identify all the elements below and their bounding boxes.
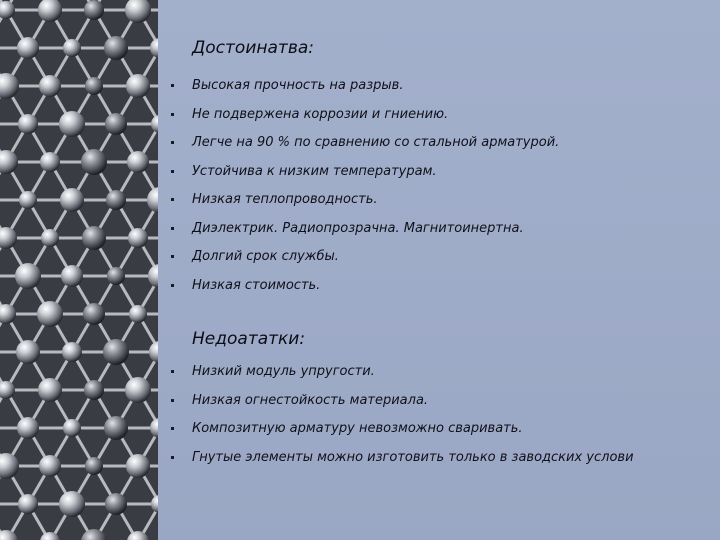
atom-ball [107, 267, 125, 285]
list-item [168, 420, 634, 449]
atom-ball [84, 380, 104, 400]
list-item-text: Композитную арматуру невозможно сваривать. [192, 421, 523, 436]
list-item [168, 134, 559, 163]
list-item [168, 163, 559, 192]
atom-ball [106, 190, 126, 210]
bullet-icon [171, 141, 174, 144]
atom-ball [62, 342, 82, 362]
list-item-text: Низкая огнестойкость материала. [192, 392, 429, 408]
list-item-text: Устойчива к низким температурам. [192, 163, 437, 179]
atom-ball [104, 416, 128, 440]
content-area [158, 0, 720, 540]
bullet-icon [171, 113, 174, 116]
bullet-icon [171, 284, 174, 287]
atom-ball [39, 75, 61, 97]
list-item-text: Не подвержена коррозии и гниению. [192, 106, 449, 122]
atom-ball [128, 228, 148, 248]
atom-ball [84, 0, 104, 20]
atom-ball [40, 152, 60, 172]
atom-ball [104, 36, 128, 60]
atom-ball [41, 229, 59, 247]
atom-ball [105, 113, 127, 135]
list-item [168, 248, 559, 277]
atom-ball [125, 377, 151, 403]
list-item [168, 363, 634, 392]
atom-ball [61, 265, 83, 287]
list-item-text: Низкая теплопроводность. [192, 192, 378, 207]
atom-ball [105, 493, 127, 515]
atom-ball [63, 419, 81, 437]
list-item [168, 277, 559, 306]
atom-ball [103, 339, 129, 365]
atom-ball [18, 494, 38, 514]
molecular-structure-graphic [0, 0, 158, 540]
list-item [168, 191, 559, 220]
atom-ball [129, 305, 147, 323]
atom-ball [63, 39, 81, 57]
atom-ball [81, 149, 107, 175]
advantages-list [168, 77, 559, 305]
molecular-structure-image [0, 0, 158, 540]
atom-ball [17, 37, 39, 59]
list-item-text: Долгий срок службы. [192, 249, 339, 264]
atom-ball [126, 74, 150, 98]
list-item [168, 392, 634, 421]
bullet-icon [171, 399, 174, 402]
bullet-icon [171, 255, 174, 258]
list-item-text: Гнутые элементы можно изготовить только в заводских услови [192, 449, 634, 465]
atom-ball [38, 378, 62, 402]
bullet-icon [171, 84, 174, 87]
list-item [168, 449, 634, 478]
bullet-icon [171, 370, 174, 373]
list-item-text: Диэлектрик. Радиопрозрачна. Магнитоинертна. [192, 220, 524, 236]
atom-ball [126, 454, 150, 478]
list-item [168, 220, 559, 249]
bullet-icon [171, 170, 174, 173]
bullet-icon [171, 456, 174, 459]
list-item [168, 77, 559, 106]
atom-ball [15, 263, 41, 289]
atom-ball [59, 491, 85, 517]
atom-ball [19, 191, 37, 209]
atom-ball [17, 417, 39, 439]
list-item [168, 106, 559, 135]
list-item-text: Низкая стоимость. [192, 277, 321, 293]
disadvantages-heading: Недоататки: [192, 329, 306, 349]
atom-ball [82, 226, 106, 250]
atom-ball [16, 340, 40, 364]
list-item-text: Высокая прочность на разрыв. [192, 78, 404, 93]
atom-ball [85, 457, 103, 475]
atom-ball [83, 303, 105, 325]
atom-ball [37, 301, 63, 327]
atom-ball [85, 77, 103, 95]
bullet-icon [171, 198, 174, 201]
atom-ball [59, 111, 85, 137]
atom-ball [60, 188, 84, 212]
atom-ball [39, 455, 61, 477]
atom-ball [127, 151, 149, 173]
list-item-text: Легче на 90 % по сравнению со стальной арматурой. [192, 135, 560, 150]
list-item-text: Низкий модуль упругости. [192, 364, 375, 379]
bullet-icon [171, 227, 174, 230]
disadvantages-list [168, 363, 634, 477]
advantages-heading: Достоинатва: [192, 38, 314, 58]
atom-ball [18, 114, 38, 134]
bullet-icon [171, 427, 174, 430]
